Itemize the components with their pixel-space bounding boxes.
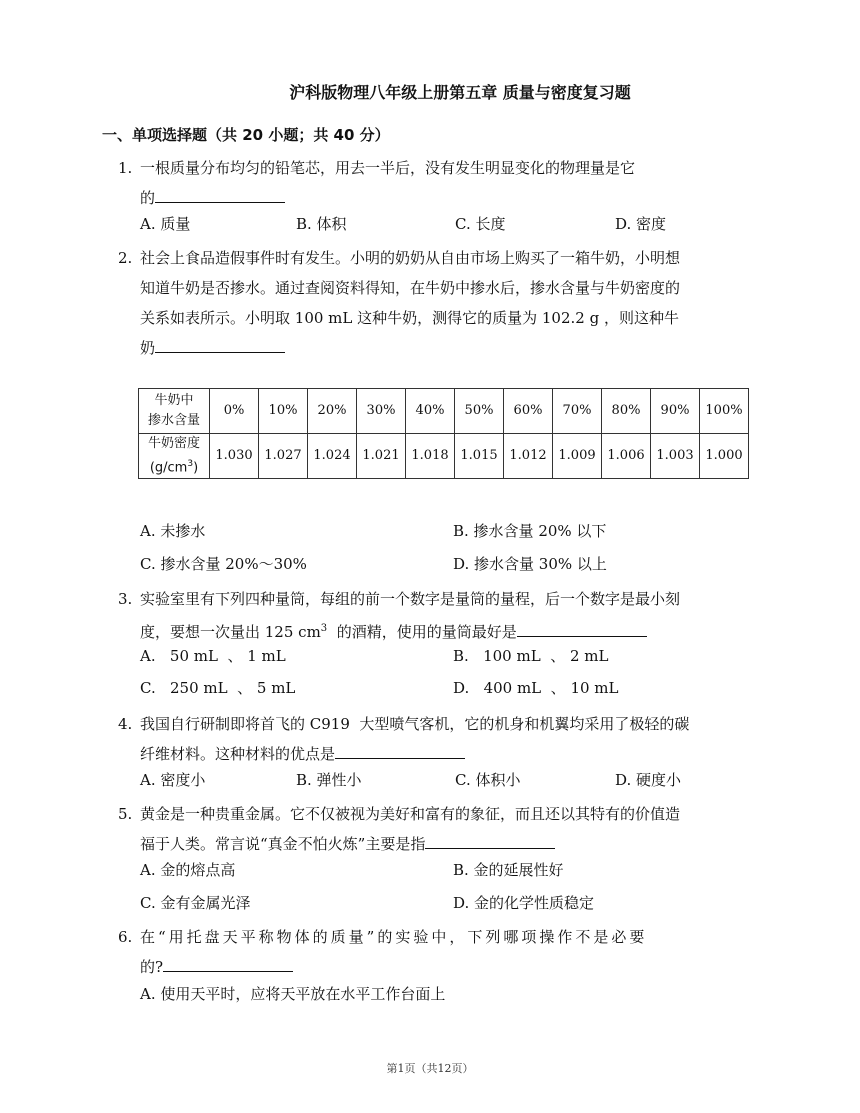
- option-d[interactable]: D. 400 mL 、 10 mL: [453, 679, 619, 697]
- table-cell: 1.027: [259, 434, 308, 479]
- table-cell: 80%: [602, 389, 651, 434]
- table-cell: 1.024: [308, 434, 357, 479]
- question-text: 奶: [140, 339, 156, 357]
- question-text: 福于人类。常言说“真金不怕火炼”主要是指: [140, 835, 426, 853]
- question-number: 4.: [118, 715, 133, 733]
- question-text: 关系如表所示。小明取 100 mL 这种牛奶，测得它的质量为 102.2 g ，则这种牛: [140, 309, 679, 327]
- table-cell: 1.009: [553, 434, 602, 479]
- table-cell: 1.030: [210, 434, 259, 479]
- table-cell: 20%: [308, 389, 357, 434]
- question-2: [118, 243, 763, 363]
- option-a[interactable]: A. 金的熔点高: [140, 861, 236, 879]
- question-3: [118, 584, 763, 647]
- question-text: 的: [140, 189, 156, 207]
- option-d[interactable]: D. 掺水含量 30% 以上: [453, 555, 607, 573]
- table-cell: 1.012: [504, 434, 553, 479]
- option-c[interactable]: C. 掺水含量 20%～30%: [140, 555, 307, 573]
- option-d[interactable]: D. 金的化学性质稳定: [453, 894, 595, 912]
- question-text: 纤维材料。这种材料的优点是: [140, 745, 336, 763]
- option-b[interactable]: B. 100 mL 、 2 mL: [453, 647, 609, 665]
- table-row: [139, 389, 749, 434]
- answer-blank[interactable]: [155, 184, 285, 203]
- question-text: 一根质量分布均匀的铅笔芯，用去一半后，没有发生明显变化的物理量是它: [140, 159, 636, 177]
- question-5: [118, 799, 763, 859]
- question-number: 2.: [118, 249, 133, 267]
- page-footer: 第1页（共12页）: [386, 1062, 474, 1075]
- table-cell: 70%: [553, 389, 602, 434]
- question-text: 我国自行研制即将首飞的 C919 大型喷气客机，它的机身和机翼均采用了极轻的碳: [140, 715, 690, 733]
- table-cell: 90%: [651, 389, 700, 434]
- question-1: [118, 153, 763, 213]
- superscript: 3: [320, 623, 328, 634]
- option-c[interactable]: C. 体积小: [455, 771, 521, 789]
- option-a[interactable]: A. 密度小: [140, 771, 206, 789]
- answer-blank[interactable]: [155, 334, 285, 353]
- question-text: 知道牛奶是否掺水。通过查阅资料得知，在牛奶中掺水后，掺水含量与牛奶密度的: [140, 279, 681, 297]
- option-a[interactable]: A. 使用天平时，应将天平放在水平工作台面上: [140, 985, 446, 1003]
- question-text: 度，要想一次量出 125 cm: [140, 623, 321, 641]
- answer-blank[interactable]: [163, 953, 293, 972]
- table-header-cell: 牛奶密度 $(g/cm^3)$: [139, 434, 210, 479]
- table-cell: 1.018: [406, 434, 455, 479]
- answer-blank[interactable]: [425, 830, 555, 849]
- option-d[interactable]: D. 密度: [615, 215, 667, 233]
- answer-blank[interactable]: [335, 740, 465, 759]
- question-text: 的?: [140, 958, 164, 976]
- option-b[interactable]: B. 弹性小: [296, 771, 362, 789]
- table-cell: 60%: [504, 389, 553, 434]
- table-cell: 50%: [455, 389, 504, 434]
- table-cell: 0%: [210, 389, 259, 434]
- question-text: 在“用托盘天平称物体的质量”的实验中，下列哪项操作不是必要: [140, 928, 648, 946]
- table-header-cell: 牛奶中 掺水含量: [139, 389, 210, 434]
- option-a[interactable]: A. 50 mL 、 1 mL: [140, 647, 286, 665]
- table-cell: 1.003: [651, 434, 700, 479]
- table-cell: 1.015: [455, 434, 504, 479]
- question-text: 社会上食品造假事件时有发生。小明的奶奶从自由市场上购买了一箱牛奶，小明想: [140, 249, 681, 267]
- section-heading: 一、单项选择题（共 20 小题；共 40 分）: [102, 126, 390, 144]
- table-cell: 1.021: [357, 434, 406, 479]
- milk-density-table: [138, 388, 749, 479]
- table-cell: 30%: [357, 389, 406, 434]
- question-4: [118, 709, 763, 769]
- question-text: 黄金是一种贵重金属。它不仅被视为美好和富有的象征，而且还以其特有的价值造: [140, 805, 681, 823]
- table-cell: 100%: [700, 389, 749, 434]
- option-b[interactable]: B. 金的延展性好: [453, 861, 564, 879]
- option-a[interactable]: A. 未掺水: [140, 522, 206, 540]
- question-number: 6.: [118, 928, 133, 946]
- option-c[interactable]: C. 长度: [455, 215, 506, 233]
- question-number: 5.: [118, 805, 133, 823]
- table-cell: 10%: [259, 389, 308, 434]
- option-c[interactable]: C. 250 mL 、 5 mL: [140, 679, 296, 697]
- option-d[interactable]: D. 硬度小: [615, 771, 682, 789]
- option-c[interactable]: C. 金有金属光泽: [140, 894, 251, 912]
- table-cell: 1.006: [602, 434, 651, 479]
- question-text: 实验室里有下列四种量筒，每组的前一个数字是量筒的量程，后一个数字是最小刻: [140, 590, 681, 608]
- question-6: [118, 922, 763, 982]
- table-cell: 40%: [406, 389, 455, 434]
- question-number: 3.: [118, 590, 133, 608]
- option-a[interactable]: A. 质量: [140, 215, 191, 233]
- table-row: [139, 434, 749, 479]
- question-text: 的酒精，使用的量筒最好是: [327, 623, 517, 641]
- option-b[interactable]: B. 体积: [296, 215, 347, 233]
- question-number: 1.: [118, 159, 133, 177]
- answer-blank[interactable]: [517, 618, 647, 637]
- option-b[interactable]: B. 掺水含量 20% 以下: [453, 522, 607, 540]
- table-cell: 1.000: [700, 434, 749, 479]
- page-title: 沪科版物理八年级上册第五章 质量与密度复习题: [289, 83, 631, 102]
